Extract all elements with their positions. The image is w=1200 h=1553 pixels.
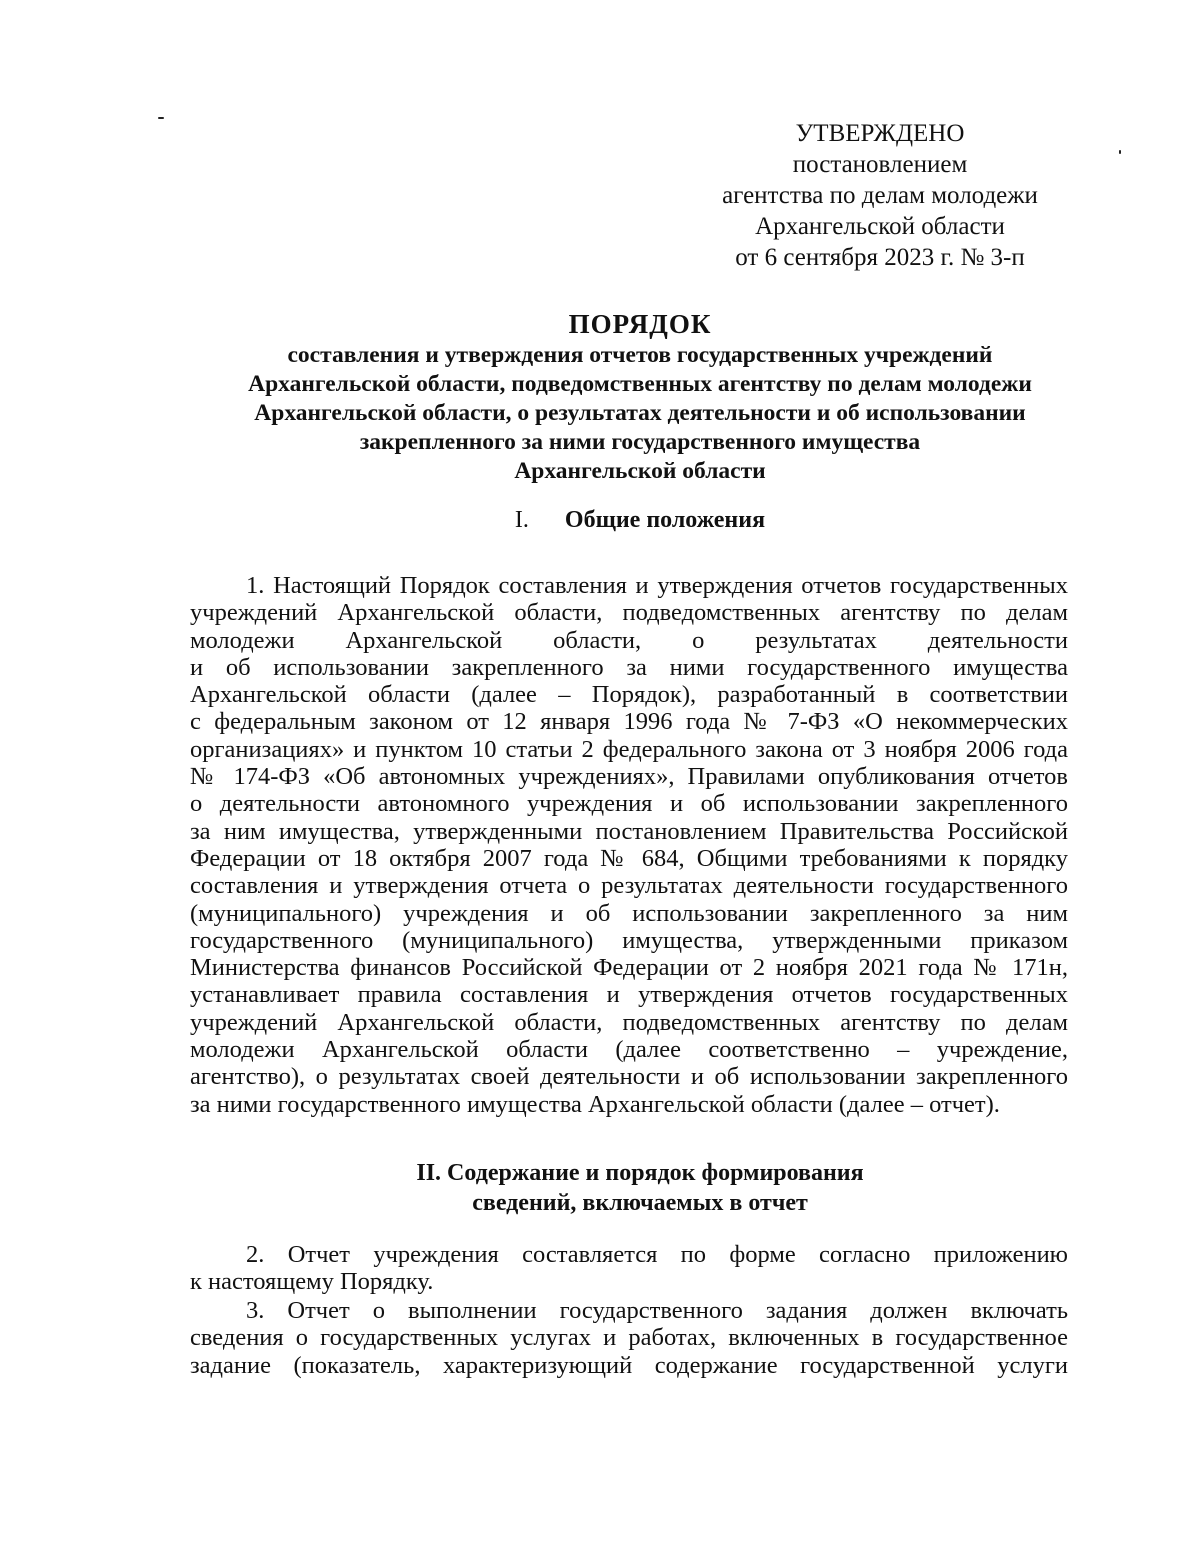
scan-speck [1119,150,1121,154]
paragraph-line: организациях» и пунктом 10 статьи 2 федерального закона от 3 ноября 2006 года [190,735,1068,763]
paragraph-3 [190,1297,1068,1379]
paragraph-line: 3. Отчет о выполнении государственного задания должен включать [246,1297,1068,1324]
approval-heading: УТВЕРЖДЕНО [795,120,965,147]
section-1-title: Общие положения [564,507,766,533]
paragraph-line: 1. Настоящий Порядок составления и утверждения отчетов государственных [246,572,1068,599]
paragraph-line: к настоящему Порядку. [190,1268,434,1296]
paragraph-line: учреждений Архангельской области, подведомственных агентству по делам [190,1008,1068,1036]
paragraph-2 [190,1241,1068,1296]
document-subtitle-line: Архангельской области, о результатах деятельности и об использовании [254,400,1026,426]
paragraph-line: о деятельности автономного учреждения и об использовании закрепленного [190,790,1068,818]
paragraph-line: Федерации от 18 октября 2007 года № 684, Общими требованиями к порядку [190,844,1068,872]
paragraph-line: за ними государственного имущества Архангельской области (далее – отчет). [190,1090,1000,1118]
paragraph-line: учреждений Архангельской области, подведомственных агентству по делам [190,599,1068,627]
document-subtitle-line: закрепленного за ними государственного имущества [359,429,921,455]
paragraph-line: за ним имущества, утвержденными постановлением Правительства Российской [190,817,1068,845]
paragraph-line: № 174-ФЗ «Об автономных учреждениях», Правилами опубликования отчетов [190,763,1068,791]
paragraph-line: 2. Отчет учреждения составляется по форме согласно приложению [246,1241,1068,1268]
paragraph-line: Министерства финансов Российской Федерации от 2 ноября 2021 года № 171н, [190,954,1068,982]
document-subtitle-line: Архангельской области, подведомственных агентству по делам молодежи [248,371,1032,397]
approval-line: агентства по делам молодежи [722,182,1038,209]
approval-stamp-block [700,118,1060,273]
section-2-title-line: II. Содержание и порядок формирования [416,1160,864,1186]
approval-date-line: от 6 сентября 2023 г. № 3-п [735,244,1025,271]
paragraph-line: молодежи Архангельской области, о результатах деятельности [190,626,1068,654]
document-subtitle-line: Архангельской области [514,458,766,484]
approval-line: постановлением [792,151,968,178]
paragraph-line: задание (показатель, характеризующий содержание государственной услуги [190,1351,1068,1379]
paragraph-line: с федеральным законом от 12 января 1996 года № 7-ФЗ «О некоммерческих [190,708,1068,736]
paragraph-line: составления и утверждения отчета о результатах деятельности государственного [190,872,1068,900]
paragraph-line: агентство), о результатах своей деятельности и об использовании закрепленного [190,1063,1068,1091]
document-title: ПОРЯДОК [568,309,712,339]
approval-line: Архангельской области [755,213,1005,240]
paragraph-line: Архангельской области (далее – Порядок), разработанный в соответствии [190,681,1068,709]
paragraph-line: молодежи Архангельской области (далее соответственно – учреждение, [190,1036,1068,1064]
paragraph-line: сведения о государственных услугах и работах, включенных в государственное [190,1324,1068,1352]
section-2-heading [150,1158,1130,1218]
document-title-block [150,307,1130,486]
paragraph-line: государственного (муниципального) имущества, утвержденными приказом [190,926,1068,954]
paragraph-1 [190,572,1068,1118]
paragraph-line: устанавливает правила составления и утверждения отчетов государственных [190,981,1068,1009]
paragraph-line: и об использовании закрепленного за ними государственного имущества [190,653,1068,681]
section-1-heading [150,505,1130,535]
section-1-number: I. [514,507,529,533]
paragraph-line: (муниципального) учреждения и об использовании закрепленного за ним [190,899,1068,927]
section-2-title-line: сведений, включаемых в отчет [472,1190,808,1216]
scan-speck [158,117,164,119]
document-subtitle-line: составления и утверждения отчетов государственных учреждений [287,342,993,368]
